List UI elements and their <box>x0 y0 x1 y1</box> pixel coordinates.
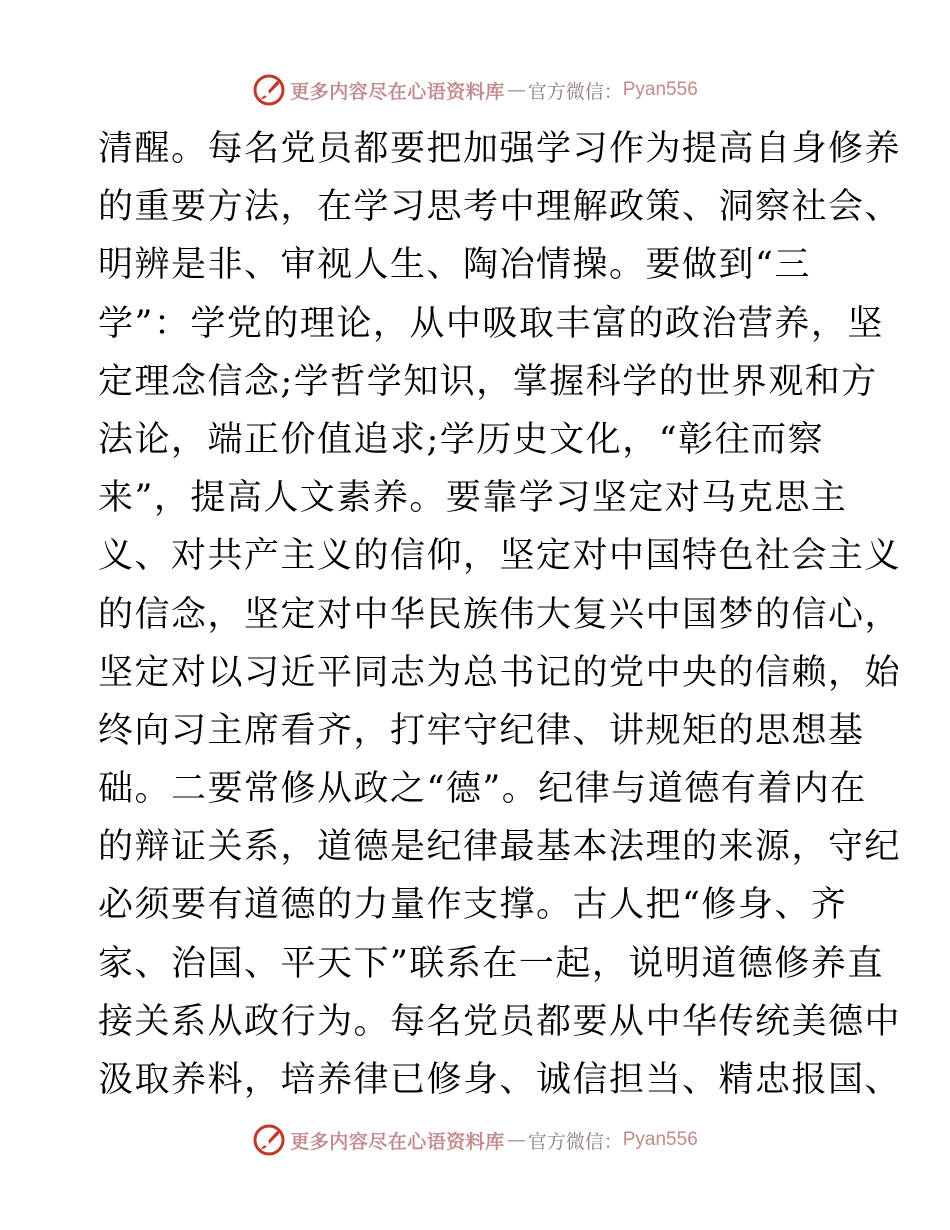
footer-official-label: 官方微信： <box>527 1130 623 1153</box>
header-brand-text: 更多内容尽在心语资料库 <box>290 80 505 103</box>
body-line: 清醒。每名党员都要把加强学习作为提高自身修养 <box>98 129 902 169</box>
body-line: 明辨是非、审视人生、陶冶情操。要做到“三 <box>98 245 811 286</box>
footer-wechat-id: Pyan556 <box>622 1129 698 1150</box>
body-line: 接关系从政行为。每名党员都要从中华传统美德中 <box>98 1001 902 1042</box>
footer-brand-text: 更多内容尽在心语资料库 <box>290 1130 505 1153</box>
header-separator: — <box>506 79 526 101</box>
body-line: 定理念信念;学哲学知识，掌握科学的世界观和方 <box>98 361 878 402</box>
footer-separator: — <box>506 1129 526 1151</box>
body-line: 学”：学党的理论，从中吸取丰富的政治营养，坚 <box>98 303 884 344</box>
quill-logo-icon <box>252 1123 286 1157</box>
body-line: 义、对共产主义的信仰，坚定对中国特色社会主义 <box>98 536 902 577</box>
footer-watermark <box>0 1120 950 1160</box>
body-line: 坚定对以习近平同志为总书记的党中央的信赖，始 <box>98 652 902 693</box>
header-official-label: 官方微信： <box>527 80 623 103</box>
body-line: 的信念，坚定对中华民族伟大复兴中国梦的信心， <box>98 594 902 635</box>
body-line: 的辩证关系，道德是纪律最基本法理的来源，守纪 <box>98 827 902 868</box>
header-watermark <box>0 70 950 110</box>
body-line: 法论，端正价值追求;学历史文化，“彰往而察 <box>98 419 825 460</box>
body-line: 的重要方法，在学习思考中理解政策、洞察社会、 <box>98 187 902 228</box>
body-line: 必须要有道德的力量作支撑。古人把“修身、齐 <box>98 885 848 926</box>
body-line: 终向习主席看齐，打牢守纪律、讲规矩的思想基 <box>98 710 865 751</box>
document-body <box>98 120 902 1109</box>
body-line: 础。二要常修从政之“德”。纪律与道德有着内在 <box>98 769 867 810</box>
quill-logo-icon <box>252 73 286 107</box>
body-line: 汲取养料，培养律已修身、诚信担当、精忠报国、 <box>98 1060 902 1100</box>
body-line: 家、治国、平天下”联系在一起，说明道德修养直 <box>98 943 884 984</box>
header-wechat-id: Pyan556 <box>622 79 698 100</box>
body-line: 来”，提高人文素养。要靠学习坚定对马克思主 <box>98 478 848 519</box>
